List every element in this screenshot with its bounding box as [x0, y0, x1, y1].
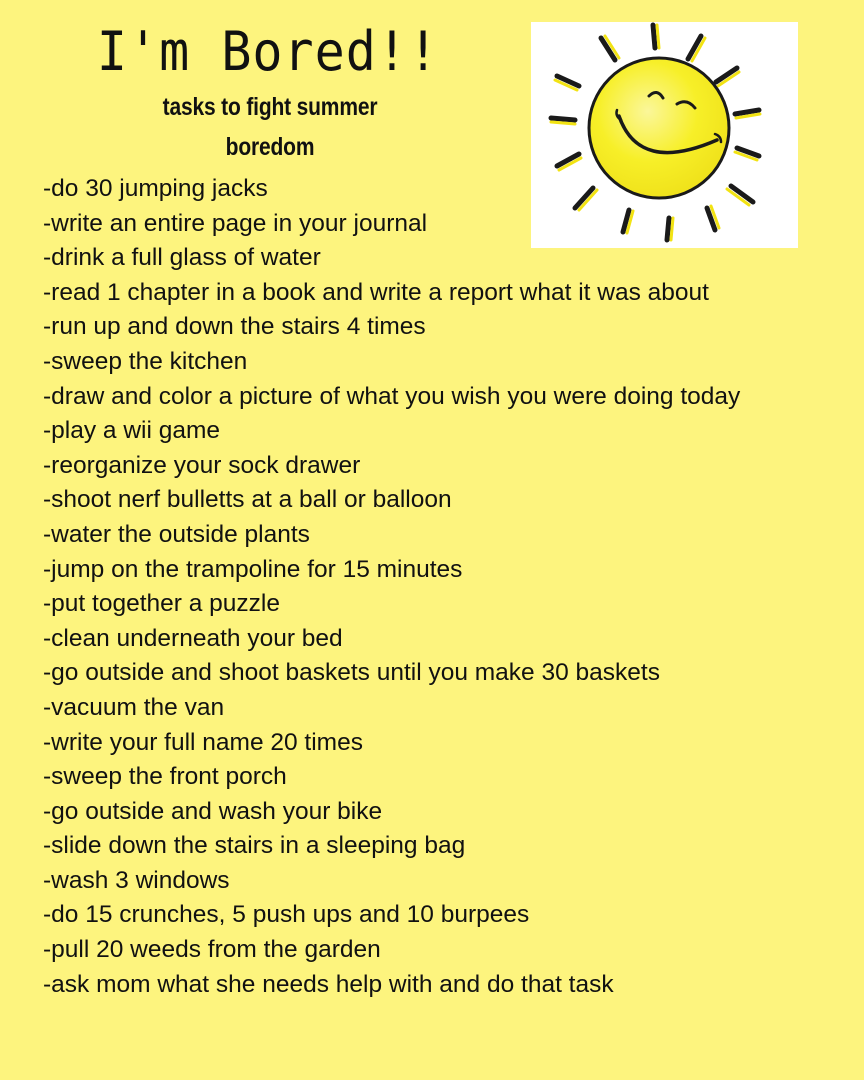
- task-item: -write your full name 20 times: [43, 728, 363, 756]
- task-item: -draw and color a picture of what you wish you were doing today: [43, 382, 741, 410]
- task-item: -sweep the front porch: [43, 763, 287, 791]
- task-item: -sweep the kitchen: [43, 347, 248, 375]
- task-item: -vacuum the van: [43, 693, 225, 721]
- task-item: -shoot nerf bulletts at a ball or balloon: [43, 486, 452, 514]
- task-item: -play a wii game: [43, 417, 221, 445]
- task-item: -put together a puzzle: [43, 590, 280, 618]
- task-item: -go outside and shoot baskets until you make 30 baskets: [43, 659, 660, 687]
- task-item: -reorganize your sock drawer: [43, 451, 361, 479]
- task-list: [43, 172, 843, 1002]
- task-item: -jump on the trampoline for 15 minutes: [43, 555, 463, 583]
- task-item: -water the outside plants: [43, 520, 310, 548]
- page-title: I'm Bored!!: [96, 20, 440, 83]
- task-item: -read 1 chapter in a book and write a report what it was about: [43, 278, 709, 306]
- task-item: -pull 20 weeds from the garden: [43, 936, 381, 964]
- task-item: -write an entire page in your journal: [43, 209, 428, 237]
- task-item: -run up and down the stairs 4 times: [43, 313, 426, 341]
- task-item: -drink a full glass of water: [43, 244, 321, 272]
- task-item: -slide down the stairs in a sleeping bag: [43, 832, 466, 860]
- task-item: -do 30 jumping jacks: [43, 175, 268, 202]
- task-item: -go outside and wash your bike: [43, 797, 383, 825]
- task-item: -do 15 crunches, 5 push ups and 10 burpees: [43, 901, 530, 929]
- task-item: -wash 3 windows: [43, 866, 230, 894]
- task-item: -clean underneath your bed: [43, 624, 343, 652]
- task-item: -ask mom what she needs help with and do that task: [43, 970, 614, 998]
- page-subtitle: tasks to fight summer boredom: [162, 93, 378, 161]
